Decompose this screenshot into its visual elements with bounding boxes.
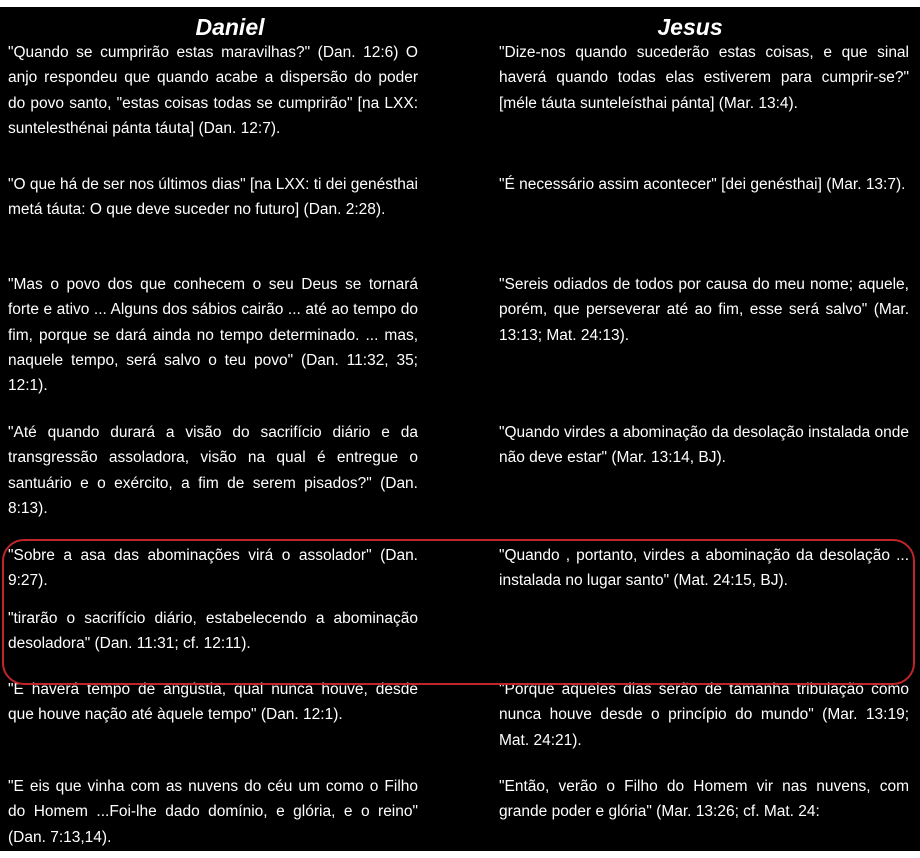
quote-text: "Quando se cumprirão estas maravilhas?" (Dan. 12:6) O anjo respondeu que quando acabe a dispersão do poder do povo santo, "estas coisas todas se cumprirão" [na LXX: suntelesthénai pánta táuta] (Dan. 12:7).: [8, 44, 418, 137]
jesus-cell: [499, 40, 909, 116]
daniel-cell: [8, 420, 418, 521]
column-header-daniel: Daniel: [195, 14, 265, 40]
quote-text: "Dize-nos quando sucederão estas coisas, e que sinal haverá quando todas elas estiverem para cumprir-se?" [méle táuta sunteleísthai pánta] (Mar. 13:4).: [499, 44, 909, 112]
quote-text: "Quando , portanto, virdes a abominação da desolação ... instalada no lugar santo" (Mat. 24:15, BJ).: [499, 547, 909, 590]
column-header-jesus: Jesus: [657, 14, 723, 40]
quote-text: "Sobre a asa das abominações virá o assolador" (Dan. 9:27).: [8, 547, 418, 590]
quote-text: "Sereis odiados de todos por causa do meu nome; aquele, porém, que perseverar até ao fim, esse será salvo" (Mar. 13:13; Mat. 24:13).: [499, 276, 909, 344]
quote-text: "E eis que vinha com as nuvens do céu um como o Filho do Homem ...Foi-lhe dado domínio, e glória, e o reino" (Dan. 7:13,14).: [8, 778, 418, 846]
comparison-table: [0, 7, 920, 851]
daniel-cell: [8, 272, 418, 398]
jesus-cell: [499, 420, 909, 471]
highlight-box: [2, 539, 915, 685]
quote-text: "Até quando durará a visão do sacrifício diário e da transgressão assoladora, visão na qual é entregue o santuário e o exército, a fim de serem pisados?" (Dan. 8:13).: [8, 424, 418, 517]
jesus-cell: [499, 172, 909, 197]
daniel-cell: [8, 40, 418, 141]
daniel-cell: [8, 774, 418, 850]
jesus-cell: [499, 677, 909, 753]
quote-text: "Porque aqueles dias serão de tamanha tribulação como nunca houve desde o princípio do mundo" (Mar. 13:19; Mat. 24:21).: [499, 681, 909, 749]
quote-text: "Então, verão o Filho do Homem vir nas nuvens, com grande poder e glória" (Mar. 13:26; cf. Mat. 24:: [499, 778, 909, 821]
quote-text: "É necessário assim acontecer" [dei genésthai] (Mar. 13:7).: [499, 176, 906, 193]
quote-text: "E haverá tempo de angústia, qual nunca houve, desde que houve nação até àquele tempo" (Dan. 12:1).: [8, 681, 418, 724]
jesus-cell: [499, 774, 909, 825]
quote-text: "Quando virdes a abominação da desolação instalada onde não deve estar" (Mar. 13:14, BJ).: [499, 424, 909, 467]
daniel-cell: [8, 172, 418, 223]
quote-text: "O que há de ser nos últimos dias" [na LXX: ti dei genésthai metá táuta: O que deve suceder no futuro] (Dan. 2:28).: [8, 176, 418, 219]
jesus-cell: [499, 272, 909, 348]
quote-text: "Mas o povo dos que conhecem o seu Deus se tornará forte e ativo ... Alguns dos sábios cairão ... até ao tempo do fim, porque se dará ainda no tempo determinado. ... mas, naquele tempo, será salvo o teu povo" (Dan. 11:32, 35; 12:1).: [8, 276, 418, 395]
quote-text: "tirarão o sacrifício diário, estabelecendo a abominação desoladora" (Dan. 11:31; cf. 12:11).: [8, 609, 418, 652]
